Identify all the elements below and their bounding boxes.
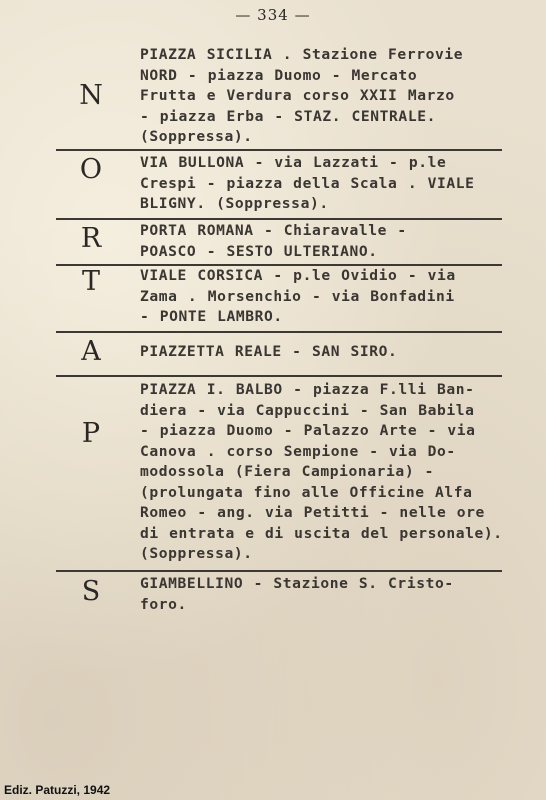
divider (56, 149, 502, 151)
route-letter: T (81, 266, 100, 297)
route-line: BLIGNY. (Soppressa). (140, 195, 329, 212)
route-line: PIAZZETTA REALE - SAN SIRO. (140, 343, 398, 360)
route-line: Romeo - ang. via Petitti - nelle ore (140, 504, 485, 521)
route-description (140, 266, 512, 328)
divider (56, 218, 502, 220)
route-line: di entrata e di uscita del personale). (140, 524, 503, 542)
route-letter: N (79, 80, 103, 111)
divider (56, 331, 502, 333)
edition-credit: Ediz. Patuzzi, 1942 (4, 783, 111, 797)
route-description (140, 221, 512, 262)
route-description (140, 45, 512, 148)
route-letter: P (81, 418, 101, 449)
route-line: VIALE CORSICA - p.le Ovidio - via (140, 267, 456, 284)
route-line: - PONTE LAMBRO. (140, 308, 283, 325)
route-letter: O (79, 154, 103, 185)
divider (56, 570, 502, 572)
route-letter: S (81, 576, 101, 607)
route-description (140, 380, 512, 565)
route-line: diera - via Cappuccini - San Babila (140, 401, 475, 419)
route-letter: A (81, 336, 101, 367)
page-number: — 334 — (235, 6, 311, 24)
route-description (140, 574, 512, 615)
route-line: - piazza Erba - STAZ. CENTRALE. (140, 107, 436, 125)
route-line: Frutta e Verdura corso XXII Marzo (140, 87, 455, 104)
divider (56, 375, 502, 377)
route-line: PIAZZA I. BALBO - piazza F.lli Ban- (140, 381, 475, 398)
route-description (140, 342, 512, 363)
route-line: Canova . corso Sempione - via Do- (140, 442, 456, 460)
route-line: Crespi - piazza della Scala . VIALE (140, 174, 475, 192)
route-line: (Soppressa). (140, 128, 253, 145)
route-line: modossola (Fiera Campionaria) - (140, 463, 434, 480)
route-line: - piazza Duomo - Palazzo Arte - via (140, 422, 476, 439)
route-line: VIA BULLONA - via Lazzati - p.le (140, 154, 447, 171)
route-line: foro. (140, 595, 187, 613)
route-line: NORD - piazza Duomo - Mercato (140, 66, 418, 84)
route-line: PIAZZA SICILIA . Stazione Ferrovie (140, 46, 464, 63)
route-line: Zama . Morsenchio - via Bonfadini (140, 287, 455, 305)
route-line: PORTA ROMANA - Chiaravalle - (140, 222, 407, 239)
route-line: POASCO - SESTO ULTERIANO. (140, 242, 378, 260)
route-line: (Soppressa). (140, 545, 253, 562)
route-description (140, 153, 512, 215)
route-line: GIAMBELLINO - Stazione S. Cristo- (140, 575, 454, 592)
route-line: (prolungata fino alle Officine Alfa (140, 483, 473, 501)
route-letter: R (80, 223, 102, 254)
